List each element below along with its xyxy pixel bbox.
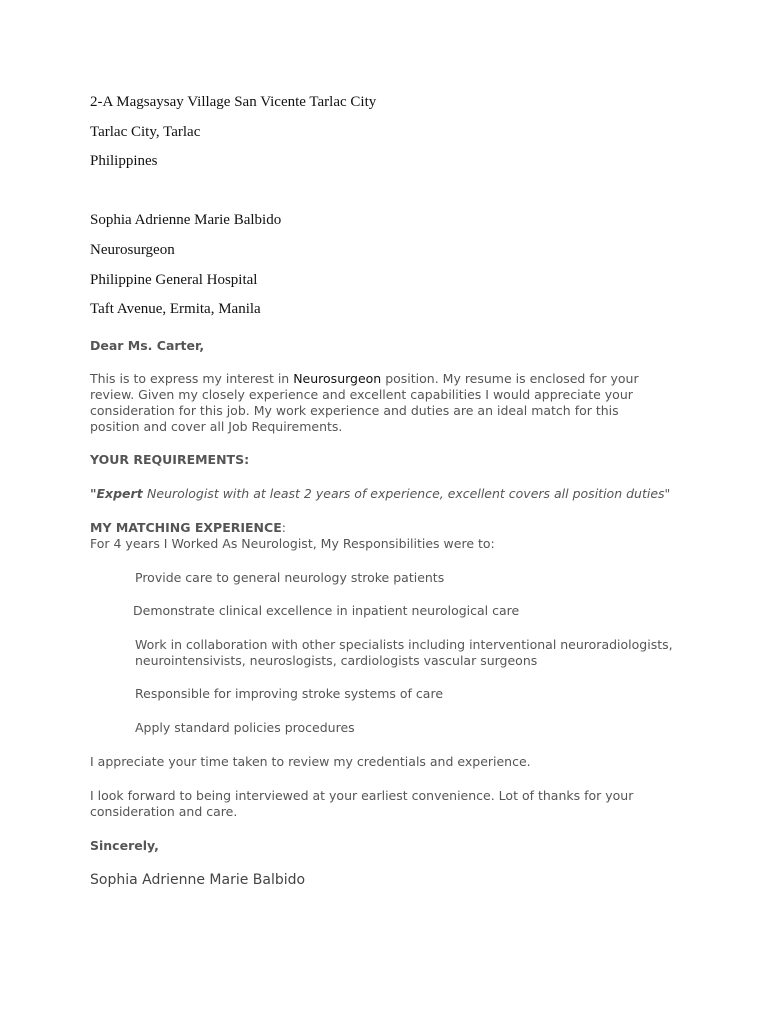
- sender-address-line-2: Tarlac City, Tarlac: [90, 124, 201, 140]
- experience-item: Apply standard policies procedures: [135, 720, 355, 735]
- recipient-address: Taft Avenue, Ermita, Manila: [90, 301, 261, 317]
- experience-item: Demonstrate clinical excellence in inpatient neurological care: [133, 603, 520, 618]
- requirements-quote-start: "Expert: [90, 486, 148, 501]
- closing-paragraph-2: I look forward to being interviewed at your earliest convenience. Lot of thanks for your consideration and care.: [90, 788, 634, 819]
- experience-item: Work in collaboration with other specialists including interventional neuroradiologists,: [135, 637, 673, 652]
- experience-heading: [90, 520, 286, 536]
- salutation: Dear Ms. Carter,: [90, 338, 205, 353]
- experience-heading-colon: :: [281, 520, 286, 535]
- intro-position: Neurosurgeon: [293, 371, 382, 386]
- closing: Sincerely,: [90, 838, 159, 853]
- sender-address-line-3: Philippines: [90, 153, 158, 169]
- requirements-heading: YOUR REQUIREMENTS:: [90, 452, 250, 467]
- intro-text-start: This is to express my interest in: [90, 371, 294, 386]
- recipient-organization: Philippine General Hospital: [90, 272, 258, 288]
- signature-name: Sophia Adrienne Marie Balbido: [90, 872, 306, 888]
- intro-paragraph: [90, 371, 665, 435]
- recipient-name: Sophia Adrienne Marie Balbido: [90, 212, 282, 228]
- experience-item: Provide care to general neurology stroke patients: [135, 570, 445, 585]
- requirements-quote-rest: Neurologist with at least 2 years of experience, excellent covers all position duties": [147, 486, 671, 501]
- experience-heading-text: MY MATCHING EXPERIENCE: [90, 520, 282, 535]
- sender-address-line-1: 2-A Magsaysay Village San Vicente Tarlac City: [90, 94, 377, 110]
- experience-item: Responsible for improving stroke systems of care: [135, 686, 444, 701]
- closing-paragraph-1: I appreciate your time taken to review my credentials and experience.: [90, 754, 531, 769]
- experience-item: neurointensivists, neuroslogists, cardiologists vascular surgeons: [135, 653, 538, 668]
- requirements-quote: [90, 486, 670, 502]
- experience-summary: For 4 years I Worked As Neurologist, My Responsibilities were to:: [90, 536, 495, 551]
- recipient-title: Neurosurgeon: [90, 242, 175, 258]
- intro-text-end: position. My resume is enclosed for your review. Given my closely experience and excellent capabilities I would appreciate your consideration for this job. My work experience and duties are an ideal match for this position and cover all Job Requirements.: [90, 371, 639, 434]
